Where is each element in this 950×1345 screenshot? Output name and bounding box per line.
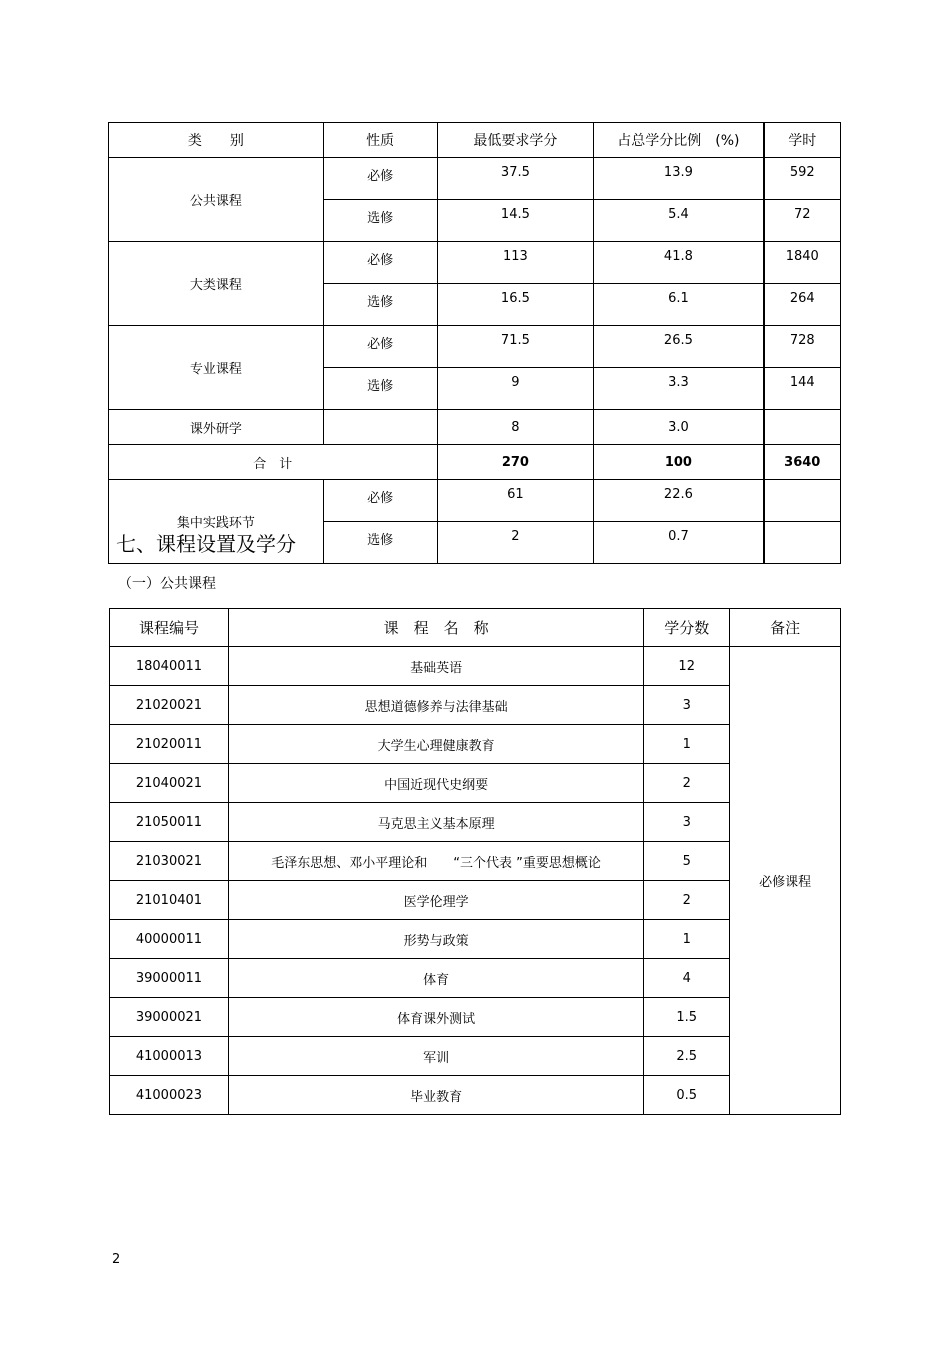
header-min-credits: 最低要求学分 [437,123,594,158]
course-name: 思想道德修养与法律基础 [228,686,643,725]
total-hours: 3640 [764,445,841,480]
credits-cell: 2 [437,522,594,564]
header-category: 类 别 [109,123,324,158]
hours-cell [764,522,841,564]
credit-table-header [109,123,841,158]
course-credits: 2 [644,881,730,920]
table-row [109,326,841,368]
ratio-cell: 26.5 [594,326,764,368]
subsection-title: （一）公共课程 [118,576,216,592]
course-code: 21020021 [110,686,229,725]
credits-cell: 16.5 [437,284,594,326]
category-cell: 大类课程 [109,242,324,326]
course-credits: 1 [644,725,730,764]
header-course-name: 课 程 名 称 [228,609,643,647]
ratio-cell: 3.3 [594,368,764,410]
header-credits: 学分数 [644,609,730,647]
credit-summary-table [108,122,841,564]
course-credits: 12 [644,647,730,686]
credits-cell: 14.5 [437,200,594,242]
course-code: 21010401 [110,881,229,920]
course-credits: 2 [644,764,730,803]
course-code: 41000023 [110,1076,229,1115]
header-type: 性质 [323,123,437,158]
course-code: 39000021 [110,998,229,1037]
type-cell [323,410,437,445]
ratio-cell: 3.0 [594,410,764,445]
hours-cell [764,410,841,445]
credits-cell: 61 [437,480,594,522]
type-cell: 必修 [323,242,437,284]
hours-cell: 72 [764,200,841,242]
ratio-cell: 22.6 [594,480,764,522]
total-credits: 270 [437,445,594,480]
type-cell: 选修 [323,368,437,410]
table-row [109,242,841,284]
category-cell: 专业课程 [109,326,324,410]
section-title: 七、课程设置及学分 [116,532,296,556]
type-cell: 选修 [323,284,437,326]
category-cell: 集中实践环节 [109,480,324,564]
course-credits: 4 [644,959,730,998]
course-name: 毛泽东思想、邓小平理论和 “三个代表 ”重要思想概论 [228,842,643,881]
total-label: 合 计 [109,445,438,480]
remark-cell: 必修课程 [730,647,841,1115]
category-cell: 公共课程 [109,158,324,242]
type-cell: 必修 [323,158,437,200]
hours-cell: 728 [764,326,841,368]
course-name: 体育 [228,959,643,998]
course-name: 体育课外测试 [228,998,643,1037]
course-name: 大学生心理健康教育 [228,725,643,764]
public-course-table [109,608,841,1115]
credits-cell: 37.5 [437,158,594,200]
ratio-cell: 5.4 [594,200,764,242]
course-code: 41000013 [110,1037,229,1076]
course-credits: 5 [644,842,730,881]
hours-cell: 592 [764,158,841,200]
header-hours: 学时 [764,123,841,158]
course-credits: 3 [644,803,730,842]
ratio-cell: 0.7 [594,522,764,564]
table-row [110,647,841,686]
credits-cell: 113 [437,242,594,284]
table-row [109,410,841,445]
course-credits: 1 [644,920,730,959]
table-row [109,480,841,522]
credits-cell: 9 [437,368,594,410]
hours-cell [764,480,841,522]
course-name: 形势与政策 [228,920,643,959]
course-name: 马克思主义基本原理 [228,803,643,842]
type-cell: 选修 [323,522,437,564]
page-number: 2 [112,1252,121,1267]
course-credits: 2.5 [644,1037,730,1076]
course-name: 基础英语 [228,647,643,686]
type-cell: 必修 [323,480,437,522]
header-ratio: 占总学分比例 (%) [594,123,764,158]
header-course-code: 课程编号 [110,609,229,647]
credits-cell: 71.5 [437,326,594,368]
course-code: 21050011 [110,803,229,842]
course-code: 18040011 [110,647,229,686]
credits-cell: 8 [437,410,594,445]
hours-cell: 1840 [764,242,841,284]
course-code: 21040021 [110,764,229,803]
category-cell: 课外研学 [109,410,324,445]
ratio-cell: 6.1 [594,284,764,326]
course-name: 中国近现代史纲要 [228,764,643,803]
type-cell: 必修 [323,326,437,368]
hours-cell: 144 [764,368,841,410]
course-credits: 1.5 [644,998,730,1037]
course-table-header [110,609,841,647]
course-name: 毕业教育 [228,1076,643,1115]
ratio-cell: 13.9 [594,158,764,200]
hours-cell: 264 [764,284,841,326]
course-name: 军训 [228,1037,643,1076]
course-credits: 0.5 [644,1076,730,1115]
total-ratio: 100 [594,445,764,480]
header-remark: 备注 [730,609,841,647]
table-row [109,158,841,200]
total-row [109,445,841,480]
course-code: 40000011 [110,920,229,959]
course-code: 21020011 [110,725,229,764]
course-code: 21030021 [110,842,229,881]
ratio-cell: 41.8 [594,242,764,284]
course-code: 39000011 [110,959,229,998]
course-name: 医学伦理学 [228,881,643,920]
type-cell: 选修 [323,200,437,242]
course-credits: 3 [644,686,730,725]
